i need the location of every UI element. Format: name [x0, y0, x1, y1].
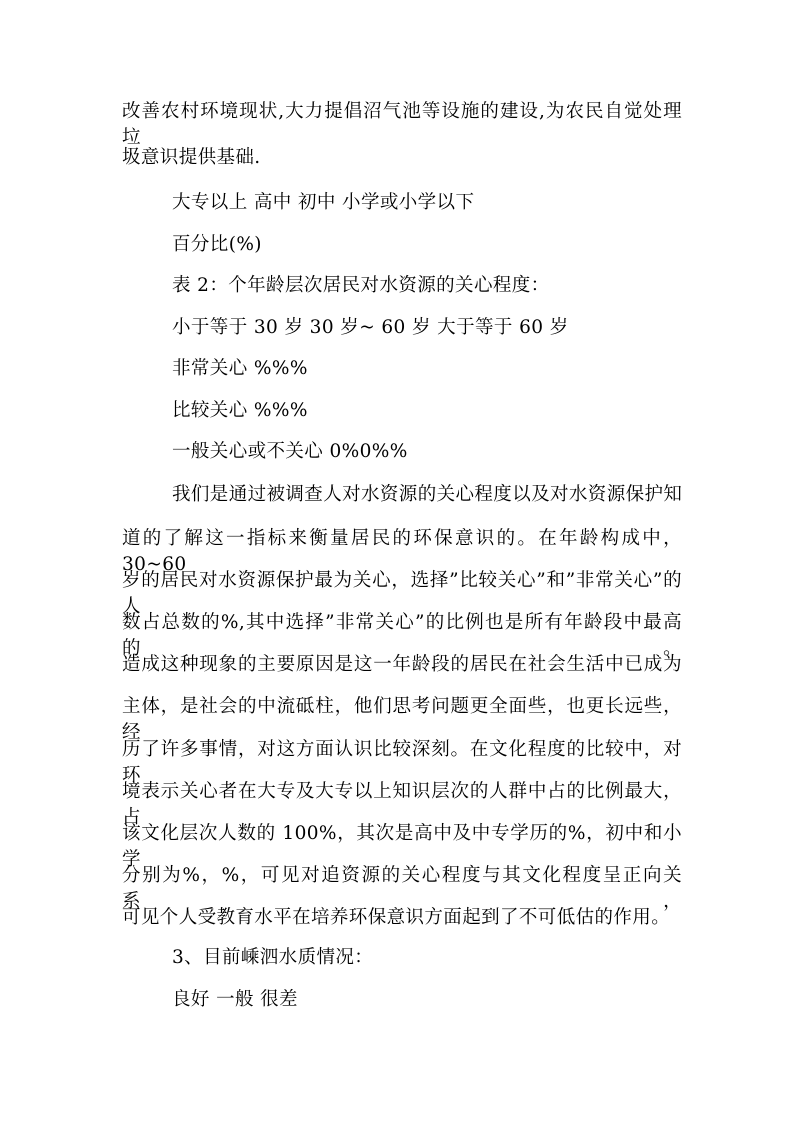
paragraph-line: 我们是通过被调查人对水资源的关心程度以及对水资源保护知: [172, 484, 683, 505]
paragraph-line: 岁的居民对水资源保护最为关心，选择”比较关心”和”非常关心”的人: [122, 570, 682, 617]
table-header-water-quality: 良好 一般 很差: [172, 989, 298, 1010]
paragraph-line: 造成这种现象的主要原因是这一年龄段的居民在社会生活中已成为: [122, 654, 682, 675]
table-caption: 表 2：个年龄层次居民对水资源的关心程度：: [172, 275, 550, 296]
paragraph-line: 历了许多事情，对这方面认识比较深刻。在文化程度的比较中，对环: [122, 739, 682, 786]
table-header-age: 小于等于 30 岁 30 岁~ 60 岁 大于等于 60 岁: [172, 317, 569, 338]
paragraph-line: 可见个人受教育水平在培养环保意识方面起到了不可低估的作用。: [122, 907, 671, 928]
table-header-percentage: 百分比(%): [172, 234, 262, 255]
paragraph-line: 主体，是社会的中流砥柱，他们思考问题更全面些，也更长远些，经: [122, 696, 682, 743]
table-row-not-concerned: 一般关心或不关心 0%0%%: [172, 441, 408, 462]
paragraph-line: 道的了解这一指标来衡量居民的环保意识的。在年龄构成中，30~60: [122, 528, 682, 575]
paragraph-line: 圾意识提供基础.: [122, 147, 261, 168]
paragraph-line: 数占总数的%,其中选择”非常关心”的比例也是所有年龄段中最高的。: [122, 612, 682, 659]
paragraph-line: 境表示关心者在大专及大专以上知识层次的人群中占的比例最大，占: [122, 781, 682, 828]
table-header-education: 大专以上 高中 初中 小学或小学以下: [172, 192, 475, 213]
paragraph-line: 分别为%，%，可见对追资源的关心程度与其文化程度呈正向关系，: [122, 865, 682, 912]
paragraph-line: 该文化层次人数的 100%，其次是高中及中专学历的%，初中和小学: [122, 823, 682, 870]
section-heading: 3、目前嵊泗水质情况：: [172, 947, 374, 968]
table-row-fairly-concerned: 比较关心 %%%: [172, 400, 308, 421]
paragraph-line: 改善农村环境现状,大力提倡沼气池等设施的建设,为农民自觉处理垃: [122, 101, 682, 148]
table-row-very-concerned: 非常关心 %%%: [172, 358, 308, 379]
